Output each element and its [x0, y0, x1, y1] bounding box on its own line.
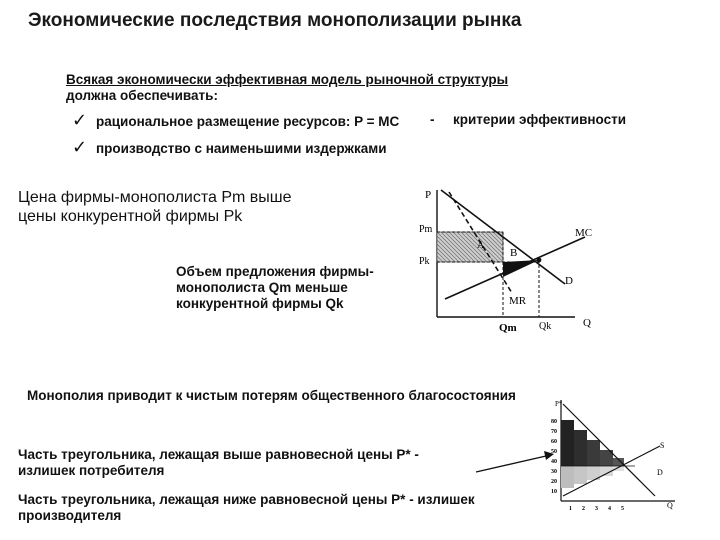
y-tick: 60 — [551, 439, 557, 445]
x-tick: 2 — [582, 506, 585, 512]
criterion-label: производство с наименьшими издержками — [96, 141, 387, 156]
deadweight-loss-triangle — [503, 260, 539, 277]
producer-surplus-bar — [561, 466, 574, 488]
mr-label: MR — [509, 295, 527, 307]
y-tick: 10 — [551, 489, 557, 495]
y-tick: 40 — [551, 459, 557, 465]
producer-surplus-statement: Часть треугольника, лежащая ниже равновесной цены P* - излишек производителя — [18, 492, 475, 523]
x-tick: 3 — [595, 506, 598, 512]
qm-label: Qm — [499, 322, 517, 334]
y-tick: 50 — [551, 449, 557, 455]
criteria-dash: - — [430, 112, 435, 127]
y-tick: 30 — [551, 469, 557, 475]
q-axis-label: Q — [667, 501, 673, 510]
consumer-surplus-bar — [561, 420, 574, 466]
page-title: Экономические последствия монополизации рынка — [28, 10, 522, 31]
y-tick: 70 — [551, 429, 557, 435]
consumer-surplus-bar — [587, 440, 600, 466]
x-tick: 1 — [569, 506, 572, 512]
q-axis-label: Q — [583, 317, 591, 329]
criterion-label: рациональное размещение ресурсов: P = MC — [96, 114, 400, 129]
p-axis-label: P — [425, 189, 432, 201]
criteria-label: критерии эффективности — [453, 112, 627, 127]
quantity-statement: Объем предложения фирмы-монополиста Qm меньше конкурентной фирмы Qk — [176, 264, 374, 311]
deadweight-statement: Монополия приводит к чистым потерям общественного благосостояния — [27, 388, 516, 403]
equilibrium-point — [537, 258, 542, 263]
consumer-surplus-bar — [574, 430, 587, 466]
criterion-costs — [72, 137, 387, 158]
producer-surplus-bar — [574, 466, 587, 484]
qk-label: Qk — [539, 321, 552, 332]
price-statement: Цена фирмы-монополиста Pm выше цены конкурентной фирмы Pk — [18, 189, 292, 225]
d-label: D — [657, 468, 663, 477]
checkmark-icon: ✓ — [72, 110, 88, 131]
y-tick: 80 — [551, 419, 557, 425]
d-label: D — [565, 275, 573, 287]
transferred-surplus-area — [437, 232, 503, 262]
x-tick: 4 — [608, 506, 611, 512]
pm-label: Pm — [419, 224, 433, 235]
y-tick: 20 — [551, 479, 557, 485]
p-axis-label: P* — [555, 400, 563, 408]
intro-underlined: Всякая экономически эффективная модель рыночной структуры — [66, 72, 509, 87]
b-label: B — [510, 247, 518, 259]
mc-label: MC — [575, 227, 593, 239]
intro-text — [66, 72, 536, 104]
a-label: A — [477, 240, 485, 251]
monopoly-diagram — [405, 180, 620, 340]
consumer-surplus-statement: Часть треугольника, лежащая выше равновесной цены P* - излишек потребителя — [18, 447, 419, 478]
checkmark-icon: ✓ — [72, 137, 88, 158]
s-label: S — [660, 441, 665, 450]
intro-rest: должна обеспечивать: — [66, 88, 218, 103]
surplus-diagram — [535, 396, 685, 516]
x-tick: 5 — [621, 506, 624, 512]
pk-label: Pk — [419, 256, 430, 267]
criterion-allocation — [72, 110, 399, 131]
